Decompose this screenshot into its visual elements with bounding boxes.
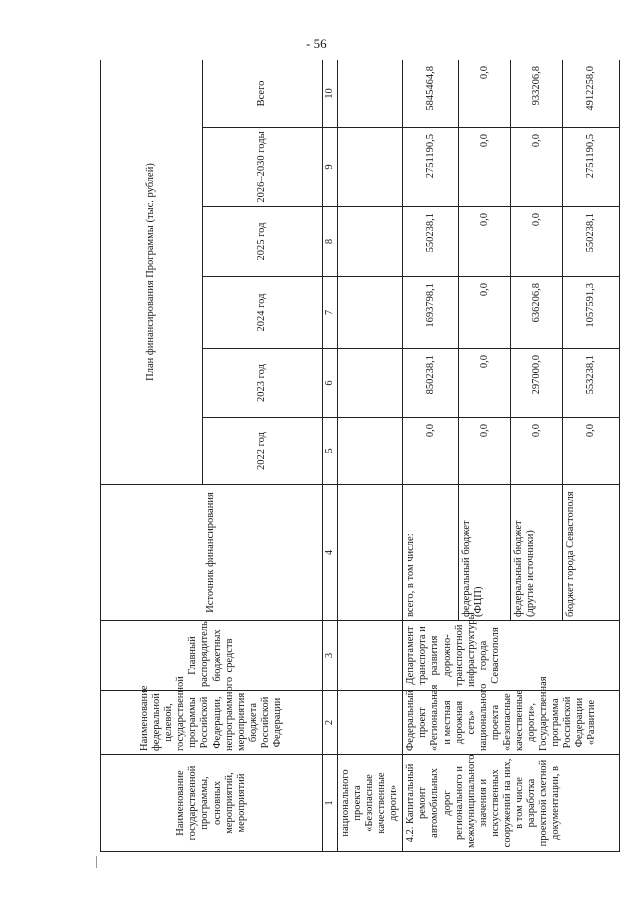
- funding-source: федеральный бюджет (ФЦП): [459, 485, 511, 621]
- value-cell: 550238,1: [563, 207, 620, 277]
- value-cell: 297000,0: [511, 349, 563, 418]
- column-index-row: [323, 60, 338, 852]
- value-cell: 0,0: [511, 418, 563, 485]
- value-cell: 0,0: [563, 418, 620, 485]
- value-cell: 933206,8: [511, 60, 563, 128]
- rotated-table-area: [100, 60, 620, 852]
- value-cell: 5845464,8: [403, 60, 459, 128]
- value-cell: 0,0: [459, 349, 511, 418]
- value-cell: 0,0: [511, 128, 563, 207]
- funding-source: бюджет города Севастополя: [563, 485, 620, 621]
- item-federal-project: Федеральный проект «Региональная и местная дорожная сеть» национального проекта «Безопасные качественные дороги», Государственная программа Российской Федерации «Развитие: [403, 691, 620, 755]
- value-cell: 0,0: [459, 207, 511, 277]
- value-cell: 0,0: [403, 418, 459, 485]
- continuation-row: [338, 60, 403, 852]
- table-row: [403, 60, 459, 852]
- funding-source: федеральный бюджет (другие источники): [511, 485, 563, 621]
- column-index: 10: [323, 60, 338, 128]
- page-number: - 56: [306, 36, 327, 51]
- value-cell: 636206,8: [511, 277, 563, 349]
- value-cell: 1693798,1: [403, 277, 459, 349]
- value-cell: 1057591,3: [563, 277, 620, 349]
- header-budget-manager: Главный распорядитель бюджетных средств: [101, 621, 323, 691]
- value-cell: 0,0: [459, 418, 511, 485]
- column-index: 6: [323, 349, 338, 418]
- value-cell: 850238,1: [403, 349, 459, 418]
- header-year-2024: 2024 год: [203, 277, 323, 349]
- header-year-2023: 2023 год: [203, 349, 323, 418]
- header-financing-plan: План финансирования Программы (тыс. рублей): [101, 60, 203, 485]
- header-funding-source: Источник финансирования: [101, 485, 323, 621]
- column-index: 3: [323, 621, 338, 691]
- value-cell: 0,0: [459, 60, 511, 128]
- column-index: 1: [323, 755, 338, 852]
- value-cell: 0,0: [459, 277, 511, 349]
- column-index: 2: [323, 691, 338, 755]
- value-cell: 0,0: [459, 128, 511, 207]
- header-year-2025: 2025 год: [203, 207, 323, 277]
- header-total: Всего: [203, 60, 323, 128]
- value-cell: 553238,1: [563, 349, 620, 418]
- value-cell: 550238,1: [403, 207, 459, 277]
- margin-mark: [96, 856, 100, 868]
- funding-source: всего, в том числе:: [403, 485, 459, 621]
- column-index: 5: [323, 418, 338, 485]
- column-index: 8: [323, 207, 338, 277]
- value-cell: 2751190,5: [403, 128, 459, 207]
- item-budget-manager: Департамент транспорта и развития дорожно-транспортной инфраструктуры города Севастополя: [403, 621, 620, 691]
- column-index: 4: [323, 485, 338, 621]
- column-index: 9: [323, 128, 338, 207]
- value-cell: 0,0: [511, 207, 563, 277]
- value-cell: 2751190,5: [563, 128, 620, 207]
- continuation-text: национального проекта «Безопасные качественные дороги»: [338, 755, 403, 852]
- item-name: 4.2. Капитальный ремонт автомобильных дорог регионального и межмуниципального значения и искусственных сооружений на них, в том числе разработка проектной сметной документации, в: [403, 755, 620, 852]
- value-cell: 4912258,0: [563, 60, 620, 128]
- header-program-name: Наименование государственной программы, основных мероприятий, мероприятий: [101, 755, 323, 852]
- header-years-2026-2030: 2026–2030 годы: [203, 128, 323, 207]
- financing-table: [100, 60, 620, 852]
- column-index: 7: [323, 277, 338, 349]
- header-year-2022: 2022 год: [203, 418, 323, 485]
- header-federal-program: Наименование федеральной целевой, государственной программы Российской Федерации, непрограммного мероприятия бюджета Российской Федерации: [101, 691, 323, 755]
